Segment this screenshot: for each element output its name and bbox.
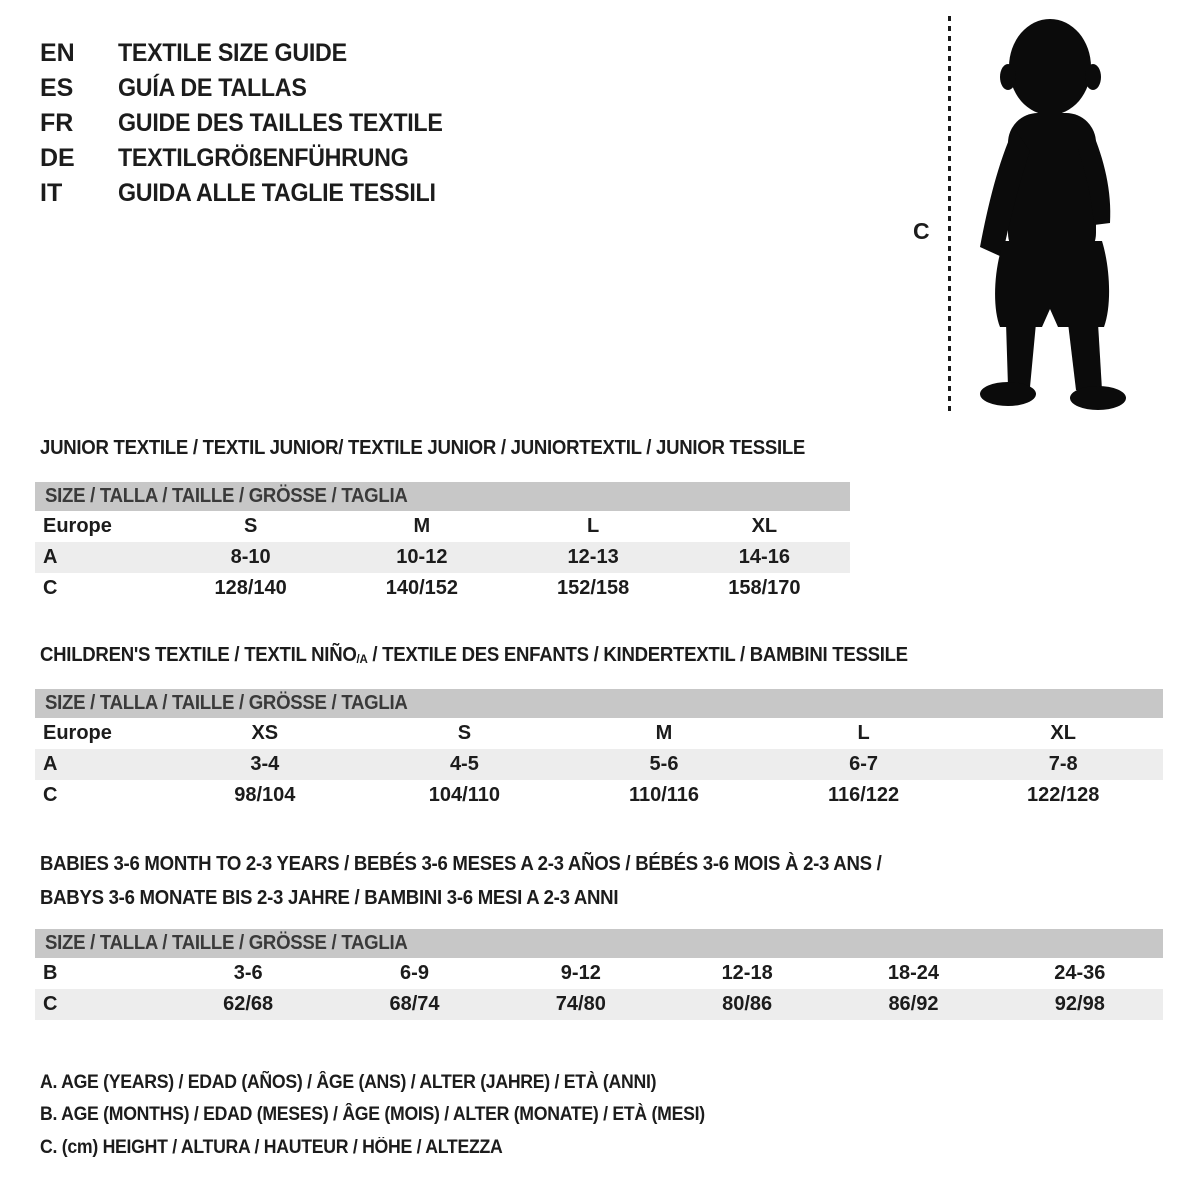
junior-section-title <box>40 437 863 460</box>
table-row-height <box>35 989 1163 1020</box>
junior-size-table <box>35 482 850 604</box>
row-label: C <box>43 577 58 599</box>
babies-section-title-line2-text: BABYS 3-6 MONATE BIS 2-3 JAHRE / BAMBINI 3-6 MESI A 2-3 ANNI <box>40 887 619 909</box>
table-cell: M <box>655 722 673 744</box>
table-cell: XL <box>751 515 778 537</box>
language-title: TEXTILE SIZE GUIDE <box>118 39 347 67</box>
table-cell: 8-10 <box>230 546 271 568</box>
legend-line-a-text: A. AGE (YEARS) / EDAD (AÑOS) / ÂGE (ANS) / ALTER (JAHRE) / ETÀ (ANNI) <box>40 1072 657 1093</box>
children-section-title-text <box>40 644 908 667</box>
table-cell: S <box>457 722 472 744</box>
language-header <box>40 36 467 211</box>
table-cell: 6-9 <box>400 962 429 984</box>
table-cell: 140/152 <box>385 577 459 599</box>
legend-line-b-text: B. AGE (MONTHS) / EDAD (MESES) / ÂGE (MOIS) / ALTER (MONATE) / ETÀ (MESI) <box>40 1104 705 1125</box>
legend-line-a <box>40 1072 703 1094</box>
table-row-height <box>35 573 850 604</box>
baby-silhouette-graphic <box>964 13 1134 413</box>
table-row-age <box>35 749 1163 780</box>
row-label: Europe <box>43 722 112 744</box>
legend-line-c-text: C. (cm) HEIGHT / ALTURA / HAUTEUR / HÖHE / ALTEZZA <box>40 1137 503 1158</box>
language-title: GUIDA ALLE TAGLIE TESSILI <box>118 179 436 207</box>
table-row-europe <box>35 718 1163 749</box>
row-label: B <box>43 962 58 984</box>
table-cell: 18-24 <box>887 962 940 984</box>
table-cell: 4-5 <box>449 753 479 775</box>
language-row <box>40 106 467 141</box>
table-cell: 92/98 <box>1054 993 1105 1015</box>
table-size-header-text: SIZE / TALLA / TAILLE / GRÖSSE / TAGLIA <box>45 932 408 954</box>
children-title-post: / TEXTILE DES ENFANTS / KINDERTEXTIL / BAMBINI TESSILE <box>367 644 908 666</box>
row-label: C <box>43 993 58 1015</box>
table-cell: 7-8 <box>1048 753 1078 775</box>
table-row-age <box>35 542 850 573</box>
row-label: C <box>43 784 58 806</box>
babies-section-title-line1 <box>40 853 945 876</box>
table-cell: 3-4 <box>250 753 280 775</box>
table-cell: L <box>587 515 600 537</box>
table-cell: 5-6 <box>649 753 679 775</box>
children-title-pre: CHILDREN'S TEXTILE / TEXTIL NIÑO <box>40 644 357 666</box>
language-row <box>40 36 467 71</box>
language-code: DE <box>40 144 75 172</box>
table-size-header <box>35 929 1163 958</box>
table-cell: 68/74 <box>389 993 440 1015</box>
table-cell: 158/170 <box>728 577 801 599</box>
language-row <box>40 176 467 211</box>
babies-section-title-line2 <box>40 887 662 910</box>
junior-section-title-text: JUNIOR TEXTILE / TEXTIL JUNIOR/ TEXTILE JUNIOR / JUNIORTEXTIL / JUNIOR TESSILE <box>40 437 806 459</box>
height-measure-label: C <box>913 218 930 244</box>
language-title: GUÍA DE TALLAS <box>118 74 307 102</box>
table-cell: 6-7 <box>849 753 879 775</box>
language-title: GUIDE DES TAILLES TEXTILE <box>118 109 443 137</box>
legend-line-c <box>40 1137 537 1159</box>
table-cell: 74/80 <box>555 993 606 1015</box>
table-cell: L <box>857 722 870 744</box>
row-label: A <box>43 546 58 568</box>
babies-section-title-line1-text: BABIES 3-6 MONTH TO 2-3 YEARS / BEBÉS 3-6 MESES A 2-3 AÑOS / BÉBÉS 3-6 MOIS À 2-3 ANS / <box>40 853 882 875</box>
table-cell: XL <box>1050 722 1076 744</box>
table-cell: 104/110 <box>428 784 500 806</box>
table-size-header-text: SIZE / TALLA / TAILLE / GRÖSSE / TAGLIA <box>45 692 408 714</box>
table-cell: 14-16 <box>738 546 790 568</box>
table-cell: 110/116 <box>628 784 700 806</box>
table-row-height <box>35 780 1163 811</box>
table-cell: S <box>243 515 258 537</box>
table-cell: XS <box>251 722 279 744</box>
table-cell: 122/128 <box>1027 784 1100 806</box>
table-cell: 152/158 <box>556 577 630 599</box>
table-size-header <box>35 482 850 511</box>
language-code: ES <box>40 74 74 102</box>
language-row <box>40 71 467 106</box>
table-cell: 3-6 <box>233 962 263 984</box>
table-cell: M <box>413 515 431 537</box>
table-size-header <box>35 689 1163 718</box>
language-code: IT <box>40 179 63 207</box>
row-label: Europe <box>43 515 112 537</box>
row-label: A <box>43 753 58 775</box>
language-row <box>40 141 467 176</box>
table-cell: 80/86 <box>722 993 773 1015</box>
height-measure-line <box>948 16 951 414</box>
table-cell: 9-12 <box>560 962 601 984</box>
children-section-title <box>40 644 973 667</box>
table-row-europe <box>35 511 850 542</box>
table-cell: 12-13 <box>567 546 619 568</box>
table-cell: 10-12 <box>396 546 448 568</box>
table-cell: 62/68 <box>223 993 274 1015</box>
table-cell: 128/140 <box>214 577 287 599</box>
babies-size-table <box>35 929 1163 1020</box>
legend-line-b <box>40 1104 755 1126</box>
table-cell: 86/92 <box>888 993 939 1015</box>
children-title-sub: /A <box>356 652 368 667</box>
children-size-table <box>35 689 1163 811</box>
table-size-header-text: SIZE / TALLA / TAILLE / GRÖSSE / TAGLIA <box>45 485 408 507</box>
language-code: EN <box>40 39 75 67</box>
table-cell: 24-36 <box>1054 962 1106 984</box>
language-title: TEXTILGRÖßENFÜHRUNG <box>118 144 409 172</box>
baby-silhouette <box>964 13 1134 413</box>
language-code: FR <box>40 109 74 137</box>
table-cell: 12-18 <box>721 962 773 984</box>
table-cell: 116/122 <box>827 784 900 806</box>
table-cell: 98/104 <box>234 784 296 806</box>
table-row-months <box>35 958 1163 989</box>
